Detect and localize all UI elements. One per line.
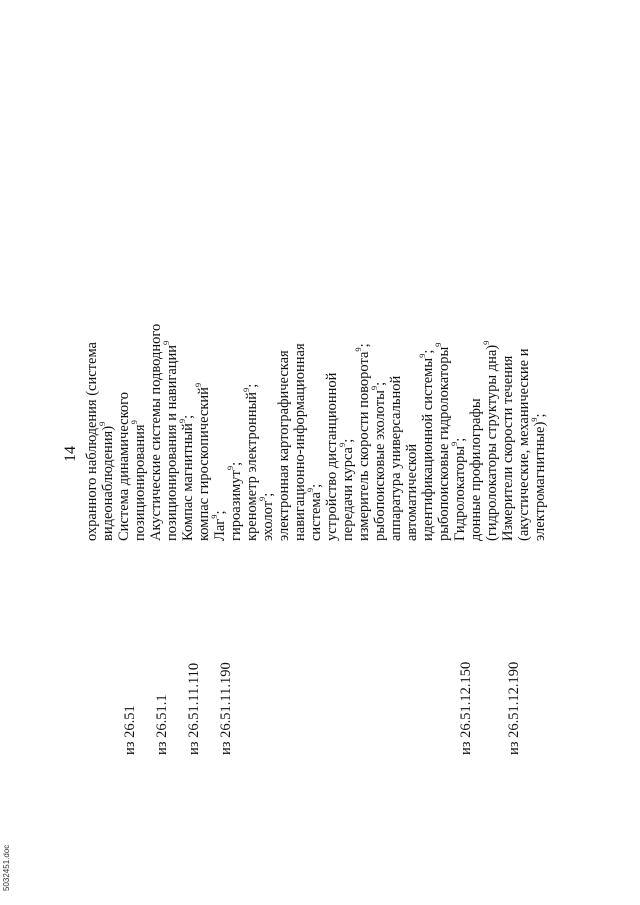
description-line — [500, 121, 516, 541]
footer-document-id: 5032451.doc — [2, 844, 11, 891]
description-line — [481, 121, 500, 541]
description-line — [417, 121, 436, 541]
description-text: донные профилографы — [468, 398, 484, 541]
product-description — [84, 121, 116, 541]
description-line — [97, 121, 116, 541]
table-row — [84, 115, 116, 755]
footnote-marker: 9 — [177, 418, 188, 424]
okpd-code: из 26.51.1 — [154, 694, 170, 755]
description-line — [516, 121, 532, 541]
description-text: рыбопоисковые гидролокаторы — [436, 346, 452, 541]
footnote-marker: 9 — [433, 342, 444, 347]
description-text: электромагнитные) — [532, 421, 548, 541]
okpd-code: из 26.51.12.190 — [506, 661, 522, 755]
okpd-code: из 26.51.11.190 — [218, 662, 234, 755]
table-row — [148, 115, 180, 755]
description-text: передачи курса — [340, 447, 356, 541]
description-text: (акустические, механические и — [516, 348, 532, 541]
description-text: рыбопоисковые эхолоты — [372, 390, 388, 541]
okpd-code: из 26.51.11.110 — [186, 662, 202, 755]
footnote-marker: 9 — [241, 387, 252, 392]
product-description — [449, 121, 500, 541]
description-line — [148, 121, 164, 541]
okpd-code: из 26.51.12.150 — [458, 661, 474, 755]
description-line — [404, 121, 420, 541]
description-line — [84, 121, 100, 541]
description-line — [129, 121, 148, 541]
description-line — [209, 121, 228, 541]
description-text: автоматической — [404, 443, 420, 541]
footnote-marker: 9 — [225, 465, 236, 471]
description-text: аппаратура универсальной — [388, 375, 404, 541]
punctuation: ; — [244, 383, 260, 388]
footnote-marker: 9 — [353, 347, 364, 352]
description-text: гироазимут — [228, 470, 244, 541]
punctuation: ; — [420, 349, 436, 354]
punctuation: ; — [180, 414, 196, 419]
punctuation: ; — [260, 492, 276, 497]
description-line — [177, 121, 196, 541]
description-line — [324, 121, 340, 541]
table-row — [209, 115, 452, 755]
classification-table — [84, 115, 548, 755]
footnote-marker: 9 — [529, 417, 540, 422]
table-row — [177, 115, 212, 755]
footnote-marker: 9 — [193, 382, 204, 388]
punctuation: ; — [308, 483, 324, 488]
description-text: позиционирования — [132, 424, 148, 541]
description-line — [388, 121, 404, 541]
description-text: Измерители скорости течения — [500, 355, 516, 541]
description-line — [116, 121, 132, 541]
description-line — [292, 121, 308, 541]
description-line — [337, 121, 356, 541]
footnote-marker: 9 — [337, 442, 348, 447]
product-description — [209, 121, 452, 541]
product-description — [116, 121, 148, 541]
footnote-marker: 9 — [161, 340, 172, 345]
table-row — [116, 115, 148, 755]
description-line — [257, 121, 276, 541]
description-text: (гидролокаторы структуры дна) — [484, 344, 500, 541]
description-text: Система динамического — [116, 392, 132, 541]
punctuation: ; — [372, 381, 388, 386]
footnote-marker: 9 — [129, 420, 140, 425]
description-text: Компас магнитный — [180, 423, 196, 541]
punctuation: ; — [228, 461, 244, 466]
description-line — [369, 121, 388, 541]
description-line — [529, 121, 548, 541]
description-text: устройство дистанционной — [324, 372, 340, 541]
punctuation: ; — [452, 437, 468, 442]
product-description — [500, 121, 548, 541]
footnote-marker: 9 — [417, 353, 428, 358]
description-line — [241, 121, 260, 541]
description-line — [305, 121, 324, 541]
page-number: 14 — [62, 446, 79, 462]
footnote-marker: 9 — [369, 385, 380, 391]
footnote-marker: 9 — [257, 496, 268, 501]
description-text: эхолот — [260, 500, 276, 541]
description-line — [225, 121, 244, 541]
description-text: Лаг — [212, 518, 228, 541]
description-text: система — [308, 492, 324, 541]
table-row — [500, 115, 548, 755]
description-line — [449, 121, 468, 541]
description-line — [193, 121, 212, 541]
table-row — [449, 115, 500, 755]
description-text: видеонаблюдения) — [100, 425, 116, 541]
footnote-marker: 9 — [449, 441, 460, 446]
punctuation: ; — [356, 343, 372, 348]
description-line — [433, 121, 452, 541]
punctuation: ; — [532, 413, 548, 418]
okpd-code — [84, 541, 90, 755]
description-line — [353, 121, 372, 541]
description-text: измеритель скорости поворота — [356, 351, 372, 541]
footnote-marker: 9 — [209, 514, 220, 519]
description-text: кренометр электронный — [244, 392, 260, 541]
description-text: электронная картографическая — [276, 350, 292, 541]
description-text: позиционирования и навигации — [164, 344, 180, 541]
product-description — [177, 121, 212, 541]
footnote-marker: 9 — [305, 487, 316, 493]
description-line — [468, 121, 484, 541]
description-line — [161, 121, 180, 541]
description-text: охранного наблюдения (система — [84, 342, 100, 541]
description-text: компас гироскопический — [196, 387, 212, 541]
footnote-marker: 9 — [97, 421, 108, 426]
punctuation: ; — [212, 510, 228, 515]
description-text: навигационно-информационная — [292, 343, 308, 541]
footnote-marker: 9 — [481, 340, 492, 345]
description-line — [276, 121, 292, 541]
description-text: Гидролокаторы — [452, 445, 468, 541]
punctuation: ; — [340, 438, 356, 443]
okpd-code: из 26.51 — [122, 705, 138, 755]
description-text: Акустические системы подводного — [148, 323, 164, 541]
product-description — [148, 121, 180, 541]
description-text: идентификационной системы — [420, 357, 436, 541]
